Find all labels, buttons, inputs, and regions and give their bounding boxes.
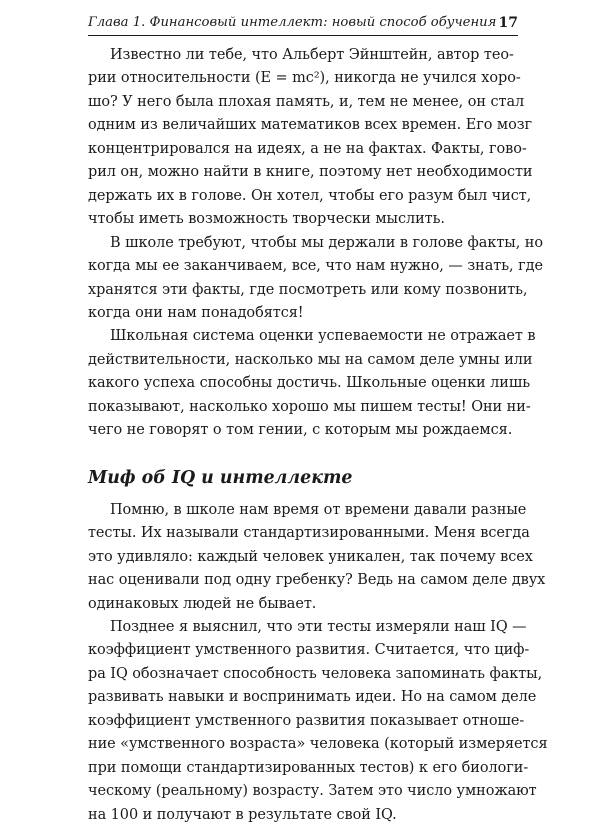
paragraph-iq-definition	[88, 616, 548, 827]
text-line: ние «умственного возраста» человека (который измеряется	[88, 736, 548, 753]
text-line: шо? У него была плохая память, и, тем не менее, он стал	[88, 93, 525, 110]
paragraph-grading-system	[88, 325, 536, 442]
text-line: ческому (реальному) возрасту. Затем это число умножают	[88, 783, 537, 800]
text-line: коэффициент умственного развития. Считается, что циф-	[88, 642, 530, 659]
running-head	[88, 14, 518, 36]
text-line: нас оценивали под одну гребенку? Ведь на самом деле двух	[88, 572, 546, 589]
paragraph-einstein	[88, 44, 533, 232]
text-line: действительности, насколько мы на самом деле умны или	[88, 351, 533, 368]
text-line: ра IQ обозначает способность человека запоминать факты,	[88, 665, 543, 682]
text-line: на 100 и получают в результате свой IQ.	[88, 806, 397, 823]
paragraph-tests-memory	[88, 499, 546, 616]
spacer	[88, 443, 518, 466]
text-line: рии относительности (E = mc²), никогда не учился хоро-	[88, 70, 521, 87]
text-line: тесты. Их называли стандартизированными. Меня всегда	[88, 525, 530, 542]
text-line: одним из величайших математиков всех времен. Его мозг	[88, 117, 533, 134]
text-line: при помощи стандартизированных тестов) к его биологи-	[88, 759, 529, 776]
text-line: Помню, в школе нам время от времени давали разные	[110, 501, 527, 518]
text-line: Школьная система оценки успеваемости не отражает в	[110, 328, 536, 345]
paragraph-school-facts	[88, 232, 543, 326]
text-line: чего не говорят о том гении, с которым мы рождаемся.	[88, 422, 513, 439]
page-number: 17	[498, 15, 518, 31]
book-page	[88, 14, 548, 827]
text-line: коэффициент умственного развития показывает отноше-	[88, 712, 525, 729]
text-line: концентрировался на идеях, а не на фактах. Факты, гово-	[88, 140, 527, 157]
text-line: когда мы ее заканчиваем, все, что нам нужно, — знать, где	[88, 258, 543, 275]
text-line: Известно ли тебе, что Альберт Эйнштейн, автор тео-	[110, 47, 514, 63]
spacer	[88, 490, 518, 499]
chapter-title: Глава 1. Финансовый интеллект: новый способ обучения	[88, 15, 497, 30]
text-line: В школе требуют, чтобы мы держали в голове факты, но	[110, 234, 543, 251]
text-line: какого успеха способны достичь. Школьные оценки лишь	[88, 375, 531, 392]
text-line: развивать навыки и воспринимать идеи. Но на самом деле	[88, 689, 537, 706]
text-line: держать их в голове. Он хотел, чтобы его разум был чист,	[88, 187, 532, 204]
text-line: это удивляло: каждый человек уникален, так почему всех	[88, 548, 533, 565]
text-line: чтобы иметь возможность творчески мыслить.	[88, 211, 445, 228]
text-line: хранятся эти факты, где посмотреть или кому позвонить,	[88, 281, 528, 298]
text-line: рил он, можно найти в книге, поэтому нет необходимости	[88, 164, 533, 181]
text-line: показывают, насколько хорошо мы пишем тесты! Они ни-	[88, 398, 531, 415]
text-line: когда они нам понадобятся!	[88, 304, 304, 321]
text-line: одинаковых людей не бывает.	[88, 595, 317, 612]
text-line: Позднее я выяснил, что эти тесты измеряли наш IQ —	[110, 618, 527, 635]
section-heading: Миф об IQ и интеллекте	[88, 467, 353, 488]
